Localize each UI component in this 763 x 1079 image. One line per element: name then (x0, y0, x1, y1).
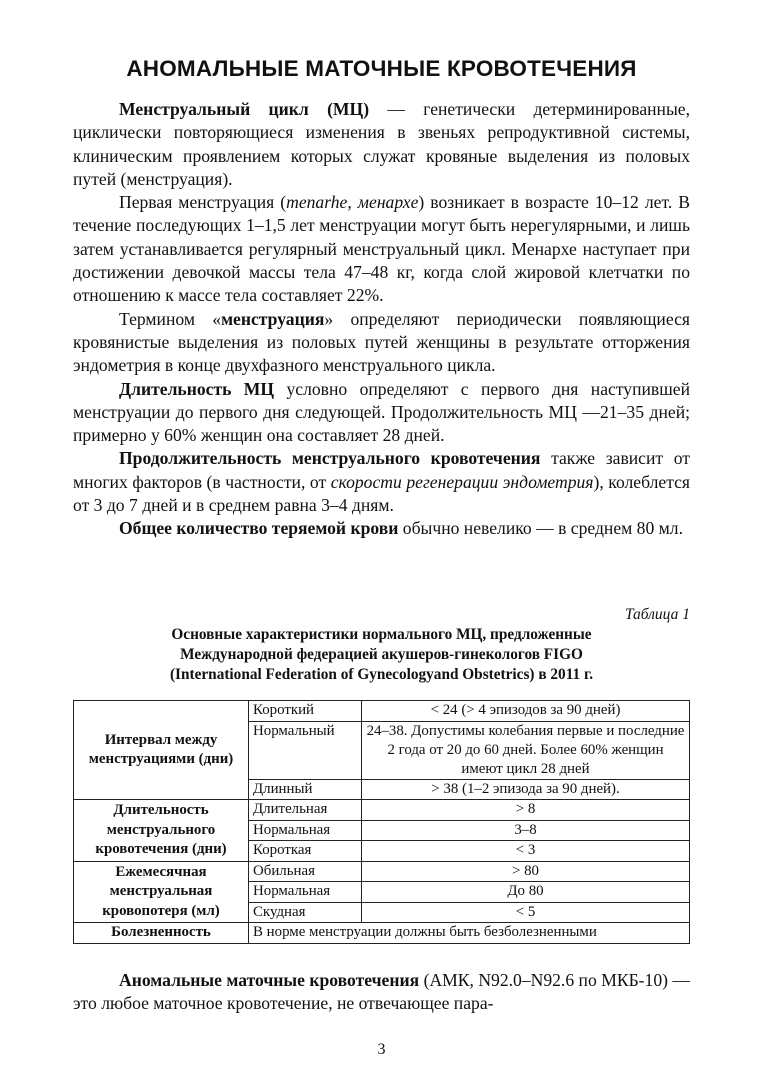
table-caption (73, 625, 690, 685)
param-pain: Болезненность (74, 923, 249, 944)
text-fragment: Термином « (119, 308, 222, 329)
category-cell: Нормальный (249, 721, 362, 779)
term-blood-loss: Общее количество теряемой крови (119, 518, 399, 539)
category-cell: Скудная (249, 902, 362, 923)
caption-line: Основные характеристики нормального МЦ, предложенные (171, 626, 592, 643)
value-cell: До 80 (362, 882, 690, 903)
text-fragment: также зависит от многих факторов (в частности, от (73, 448, 690, 492)
value-cell: > 38 (1–2 эпизода за 90 дней). (362, 779, 690, 800)
paragraph-cycle-duration (73, 378, 690, 448)
param-blood-loss: Ежемесячная менструальная кровопотеря (мл) (74, 861, 249, 923)
characteristics-table (73, 700, 690, 944)
text-fragment: ) возникает в возрасте 10–12 лет. В течение последующих 1–1,5 лет менструации могут быть нерегулярными, и лишь затем устанавливается регулярный менструальный цикл. Менархе наступает при достижении девочкой массы тела 47–48 кг, когда слой жировой клетчатки по отношению к массе тела составляет 22%. (73, 192, 690, 306)
caption-line: Международной федерацией акушеров-гинекологов FIGO (180, 646, 583, 663)
body-text (73, 98, 690, 541)
table-row (74, 701, 690, 722)
table-row (74, 800, 690, 821)
text-fragment: ), колеблется от 3 до 7 дней и в среднем равна 3–4 дням. (73, 471, 691, 516)
paragraph-menstruation (73, 308, 690, 378)
text-fragment: » определяют периодически появляющиеся кровянистые выделения из половых путей женщины в результате отторжения эндометрия в конце двухфазного менструального цикла. (73, 308, 690, 376)
category-cell: Обильная (249, 861, 362, 882)
category-cell: Нормальная (249, 882, 362, 903)
paragraph-amk (73, 969, 690, 1016)
value-cell: < 5 (362, 902, 690, 923)
term-menarche: menarhe, менархе (286, 192, 419, 213)
paragraph-bleeding-duration (73, 447, 690, 517)
term-regeneration: скорости регенерации эндометрия (330, 471, 594, 492)
category-cell: Короткий (249, 701, 362, 722)
text-fragment: обычно невелико — в среднем 80 мл. (398, 518, 683, 539)
category-cell: Нормальная (249, 820, 362, 841)
text-fragment: (АМК, N92.0–N92.6 по МКБ-10) — это любое маточное кровотечение, не отвечающее пара- (73, 970, 690, 1014)
value-cell: < 3 (362, 841, 690, 862)
paragraph-menarche (73, 191, 690, 307)
term-menstrual-cycle: Менструальный цикл (МЦ) (119, 99, 370, 119)
value-cell: 24–38. Допустимы колебания первые и последние 2 года от 20 до 60 дней. Более 60% женщин имеют цикл 28 дней (362, 721, 690, 779)
paragraph-menstrual-cycle (73, 98, 690, 191)
page-title: АНОМАЛЬНЫЕ МАТОЧНЫЕ КРОВОТЕЧЕНИЯ (126, 56, 637, 81)
category-cell: Длинный (249, 779, 362, 800)
value-cell: > 8 (362, 800, 690, 821)
page-number: 3 (377, 1041, 386, 1058)
term-amk: Аномальные маточные кровотечения (119, 970, 420, 990)
category-cell: Короткая (249, 841, 362, 862)
text-fragment: — генетически детерминированные, циклически повторяющиеся изменения в звеньях репродуктивной системы, клиническим проявлением которых служат кровяные выделения из половых путей (менструация). (73, 99, 690, 189)
paragraph-blood-loss (73, 517, 690, 540)
term-cycle-duration: Длительность МЦ (119, 378, 275, 399)
text-fragment: условно определяют с первого дня наступившей менструации до первого дня следующей. Продолжительность МЦ —21–35 дней; примерно у 60% женщин она составляет 28 дней. (73, 378, 690, 446)
table-label: Таблица 1 (624, 606, 690, 623)
table-row (74, 923, 690, 944)
param-interval: Интервал между менструациями (дни) (74, 701, 249, 800)
term-bleeding-duration: Продолжительность менструального кровотечения (119, 448, 541, 469)
text-fragment: Первая менструация ( (119, 192, 287, 213)
value-cell: < 24 (> 4 эпизодов за 90 дней) (362, 701, 690, 722)
param-duration: Длительность менструального кровотечения (дни) (74, 800, 249, 862)
value-cell: 3–8 (362, 820, 690, 841)
term-menstruation: менструация (221, 308, 325, 329)
caption-line: (International Federation of Gynecologyand Obstetrics) в 2011 г. (169, 666, 594, 683)
value-cell: В норме менструации должны быть безболезненными (249, 923, 690, 944)
value-cell: > 80 (362, 861, 690, 882)
body-text-continued (73, 969, 690, 1016)
table-row (74, 861, 690, 882)
category-cell: Длительная (249, 800, 362, 821)
